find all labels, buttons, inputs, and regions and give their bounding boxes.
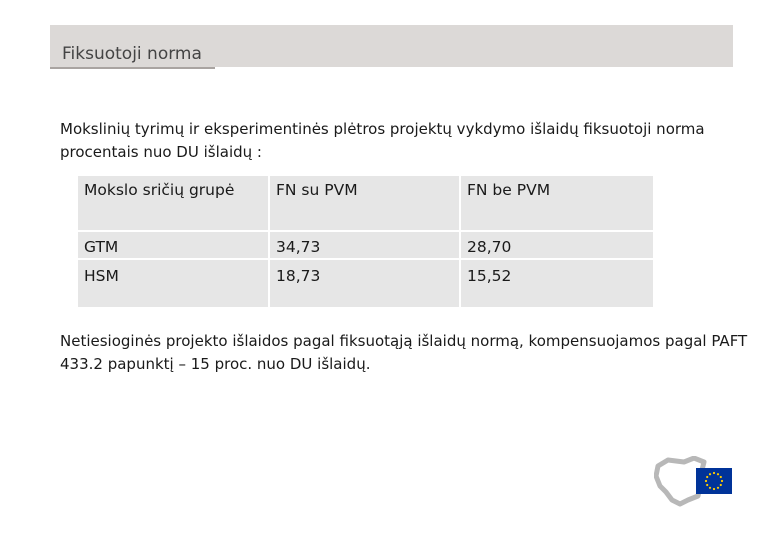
table-header-cell — [461, 176, 653, 230]
table-row — [270, 232, 459, 291]
fn-with-vat-hsm: 18,73 — [276, 267, 321, 285]
note-text: Netiesioginės projekto išlaidos pagal fiksuotąją išlaidų normą, kompensuojamos pagal PAFT 433.2 papunktį – 15 proc. nuo DU išlaidų. — [60, 332, 748, 373]
eu-flag-icon — [696, 468, 732, 494]
page-title: Fiksuotoji norma — [62, 44, 202, 64]
table-row — [461, 232, 653, 291]
fn-without-vat-hsm: 15,52 — [467, 267, 512, 285]
group-gtm: GTM — [84, 238, 119, 256]
title-underline — [50, 67, 215, 69]
fn-with-vat-gtm: 34,73 — [276, 238, 321, 256]
table-header-cell — [270, 176, 459, 230]
intro-text: Mokslinių tyrimų ir eksperimentinės plėtros projektų vykdymo išlaidų fiksuotoji norma procentais nuo DU išlaidų : — [60, 120, 705, 161]
group-hsm: HSM — [84, 267, 119, 285]
fn-without-vat-gtm: 28,70 — [467, 238, 512, 256]
header-label: FN be PVM — [467, 181, 551, 199]
title-bar — [50, 25, 733, 67]
rates-table — [78, 176, 653, 307]
table-header-cell — [78, 176, 268, 230]
logo — [654, 456, 734, 508]
table-row — [78, 232, 268, 291]
header-label: FN su PVM — [276, 181, 358, 199]
lithuania-map-icon — [654, 456, 734, 508]
header-label: Mokslo sričių grupė — [84, 181, 235, 199]
